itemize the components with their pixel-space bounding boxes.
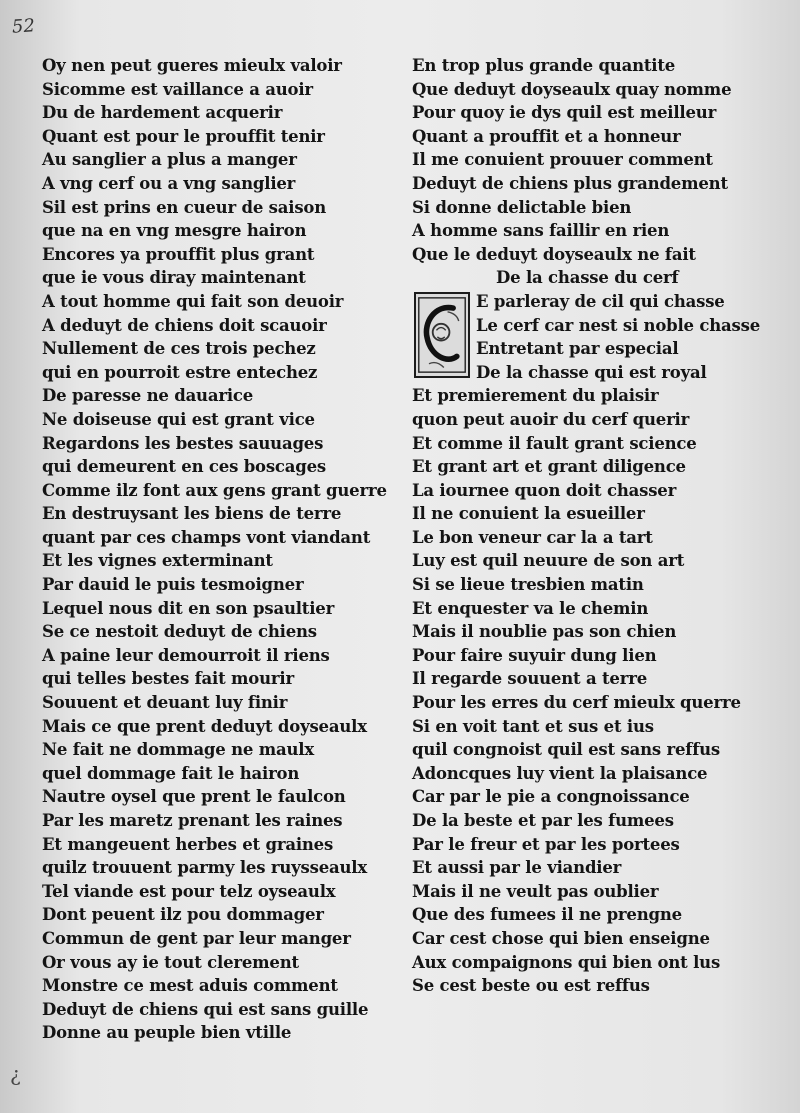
verse-line: Il ne conuient la esueiller [412, 504, 645, 524]
verse-line: De la chasse qui est royal [476, 362, 707, 382]
verse-line: Il me conuient prouuer comment [412, 150, 713, 170]
verse-line: Par les maretz prenant les raines [42, 811, 343, 830]
verse-line: Quant est pour le prouffit tenir [42, 126, 325, 146]
verse-line: Ne doiseuse qui est grant vice [42, 409, 315, 429]
verse-line: Au sanglier a plus a manger [42, 150, 297, 170]
verse-line: Et les vignes exterminant [42, 551, 273, 571]
verse-line: Nullement de ces trois pechez [42, 339, 316, 359]
verse-line: Monstre ce mest aduis comment [42, 976, 338, 996]
verse-line: Pour quoy ie dys quil est meilleur [412, 103, 717, 123]
verse-line: Il regarde souuent a terre [412, 669, 648, 689]
right-column [412, 54, 772, 998]
verse-line: Or vous ay ie tout clerement [42, 952, 299, 972]
verse-line: Encores ya prouffit plus grant [42, 244, 315, 264]
verse-line: Que deduyt doyseaulx quay nomme [412, 79, 732, 99]
verse-line: Tel viande est pour telz oyseaulx [42, 881, 336, 901]
verse-line: Et comme il fault grant science [412, 433, 697, 453]
verse-line: Mais ce que prent deduyt doyseaulx [42, 716, 367, 736]
verse-line: Si donne delictable bien [412, 197, 632, 217]
right-column-top [412, 54, 772, 266]
verse-line: En destruysant les biens de terre [42, 504, 342, 524]
verse-line: La iournee quon doit chasser [412, 480, 677, 500]
verse-line: Par dauid le puis tesmoigner [42, 575, 304, 595]
verse-line: Oy nen peut gueres mieulx valoir [42, 56, 342, 75]
verse-line: Et aussi par le viandier [412, 858, 622, 878]
verse-line: Entretant par especial [476, 339, 679, 359]
verse-line: En trop plus grande quantite [412, 56, 676, 75]
verse-line: quil congnoist quil est sans reffus [412, 740, 720, 760]
verse-line: Mais il noublie pas son chien [412, 622, 677, 642]
right-column-bottom [412, 384, 772, 997]
verse-line: qui telles bestes fait mourir [42, 669, 294, 689]
verse-line: Et premierement du plaisir [412, 386, 659, 406]
verse-line: Car cest chose qui bien enseigne [412, 928, 710, 948]
verse-line: Sil est prins en cueur de saison [42, 197, 327, 217]
verse-line: Se ce nestoit deduyt de chiens [42, 622, 317, 642]
verse-line: De la beste et par les fumees [412, 811, 674, 830]
verse-line: Si se lieue tresbien matin [412, 575, 644, 595]
verse-line: Comme ilz font aux gens grant guerre [42, 480, 387, 500]
verse-line: Deduyt de chiens qui est sans guille [42, 999, 369, 1019]
verse-line: Ne fait ne dommage ne maulx [42, 740, 315, 760]
verse-line: A tout homme qui fait son deuoir [42, 291, 344, 311]
verse-line: Dont peuent ilz pou dommager [42, 905, 324, 925]
verse-line: Pour les erres du cerf mieulx querre [412, 693, 741, 713]
section-heading: De la chasse du cerf [496, 268, 679, 288]
verse-line: Regardons les bestes sauuages [42, 433, 324, 453]
verse-line: Quant a prouffit et a honneur [412, 126, 681, 146]
verse-line: qui en pourroit estre entechez [42, 362, 318, 382]
verse-line: Sicomme est vaillance a auoir [42, 79, 313, 99]
verse-line: Et enquester va le chemin [412, 598, 649, 618]
verse-line: Que des fumees il ne prengne [412, 905, 682, 925]
left-column [42, 54, 392, 1045]
verse-line: A deduyt de chiens doit scauoir [42, 315, 327, 335]
verse-line: que na en vng mesgre hairon [42, 221, 307, 241]
verse-line: De paresse ne dauarice [42, 386, 254, 406]
verse-line: Mais il ne veult pas oublier [412, 881, 659, 901]
verse-line: Pour faire suyuir dung lien [412, 645, 657, 665]
verse-line: Par le freur et par les portees [412, 834, 680, 854]
verse-line: Nautre oysel que prent le faulcon [42, 787, 346, 807]
verse-line: qui demeurent en ces boscages [42, 457, 326, 477]
verse-line: Et mangeuent herbes et graines [42, 834, 334, 854]
dropcap-block [412, 290, 772, 384]
verse-line: Aux compaignons qui bien ont lus [412, 952, 721, 972]
ink-mark-icon: ¿ [10, 1062, 21, 1086]
verse-line: quon peut auoir du cerf querir [412, 409, 690, 429]
verse-line: Luy est quil neuure de son art [412, 551, 685, 571]
verse-line: Si en voit tant et sus et ius [412, 716, 654, 736]
verse-line: Que le deduyt doyseaulx ne fait [412, 244, 696, 264]
verse-line: quilz trouuent parmy les ruysseaulx [42, 858, 368, 878]
verse-line: Du de hardement acquerir [42, 103, 283, 123]
verse-line: Car par le pie a congnoissance [412, 787, 690, 807]
verse-line: Souuent et deuant luy finir [42, 693, 288, 713]
verse-line: A vng cerf ou a vng sanglier [42, 173, 296, 193]
verse-line: que ie vous diray maintenant [42, 268, 306, 288]
verse-line: Se cest beste ou est reffus [412, 976, 650, 996]
verse-line: A paine leur demourroit il riens [42, 645, 330, 665]
verse-line: Donne au peuple bien vtille [42, 1023, 292, 1043]
verse-line: Lequel nous dit en son psaultier [42, 598, 335, 618]
verse-line: Deduyt de chiens plus grandement [412, 173, 728, 193]
verse-line: A homme sans faillir en rien [412, 221, 670, 241]
decorated-initial-c-icon [414, 292, 470, 378]
verse-line: Et grant art et grant diligence [412, 457, 686, 477]
verse-line: Commun de gent par leur manger [42, 928, 351, 948]
verse-line: quant par ces champs vont viandant [42, 527, 371, 547]
verse-line: E parleray de cil qui chasse [476, 291, 725, 311]
verse-line: Adoncques luy vient la plaisance [412, 763, 708, 783]
verse-line: Le cerf car nest si noble chasse [476, 315, 761, 335]
verse-line: quel dommage fait le hairon [42, 763, 300, 783]
verse-line: Le bon veneur car la a tart [412, 527, 653, 547]
folio-number: 52 [11, 15, 36, 38]
